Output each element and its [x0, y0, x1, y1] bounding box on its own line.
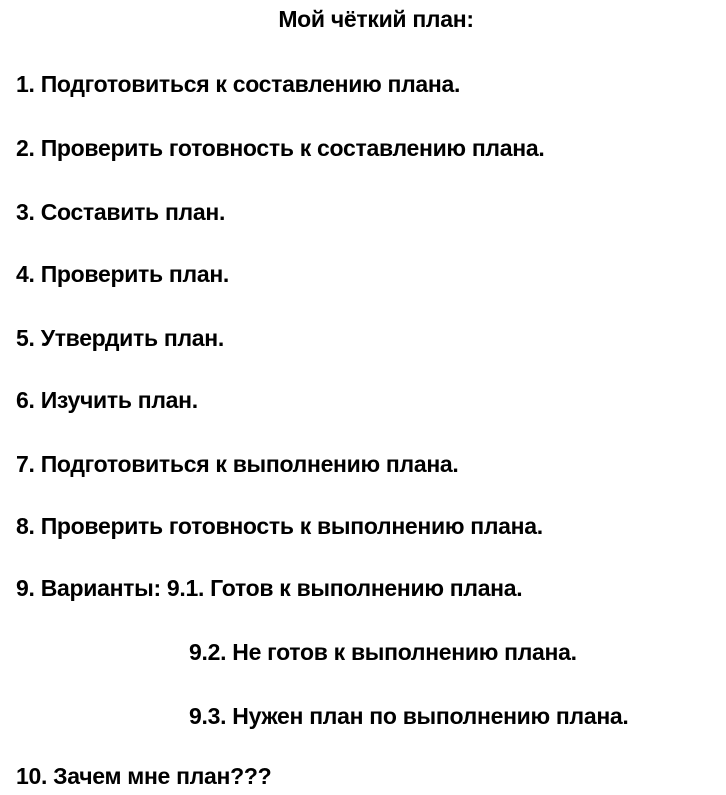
- item-text: Составить план.: [40, 199, 226, 225]
- item-text: Варианты: 9.1. Готов к выполнению плана.: [40, 575, 523, 601]
- item-text: Подготовиться к выполнению плана.: [40, 451, 459, 477]
- list-item-9-3: [189, 702, 629, 730]
- item-number: 1.: [16, 71, 35, 97]
- item-number: 3.: [16, 199, 35, 225]
- item-number: 5.: [16, 325, 35, 351]
- item-text: Проверить готовность к составлению плана.: [40, 135, 545, 161]
- list-item-7: [16, 450, 459, 478]
- item-number: 8.: [16, 513, 35, 539]
- list-item-4: [16, 260, 229, 288]
- item-text: Проверить план.: [40, 261, 230, 287]
- item-number: 7.: [16, 451, 35, 477]
- item-text: 9.2. Не готов к выполнению плана.: [189, 639, 577, 665]
- list-item-8: [16, 512, 543, 540]
- item-number: 10.: [16, 763, 48, 789]
- list-item-9: [16, 574, 522, 602]
- list-item-10: [16, 762, 271, 790]
- list-item-2: [16, 134, 544, 162]
- item-number: 4.: [16, 261, 35, 287]
- list-item-1: [16, 70, 460, 98]
- item-text: Зачем мне план???: [53, 763, 272, 789]
- list-item-5: [16, 324, 224, 352]
- page-title: Мой чёткий план:: [278, 6, 474, 32]
- item-text: Изучить план.: [40, 387, 198, 413]
- item-number: 9.: [16, 575, 35, 601]
- item-text: Утвердить план.: [40, 325, 224, 351]
- item-text: 9.3. Нужен план по выполнению плана.: [189, 703, 629, 729]
- list-item-6: [16, 386, 198, 414]
- item-text: Подготовиться к составлению плана.: [40, 71, 461, 97]
- item-number: 6.: [16, 387, 35, 413]
- list-item-9-2: [189, 638, 577, 666]
- item-number: 2.: [16, 135, 35, 161]
- list-item-3: [16, 198, 225, 226]
- item-text: Проверить готовность к выполнению плана.: [40, 513, 543, 539]
